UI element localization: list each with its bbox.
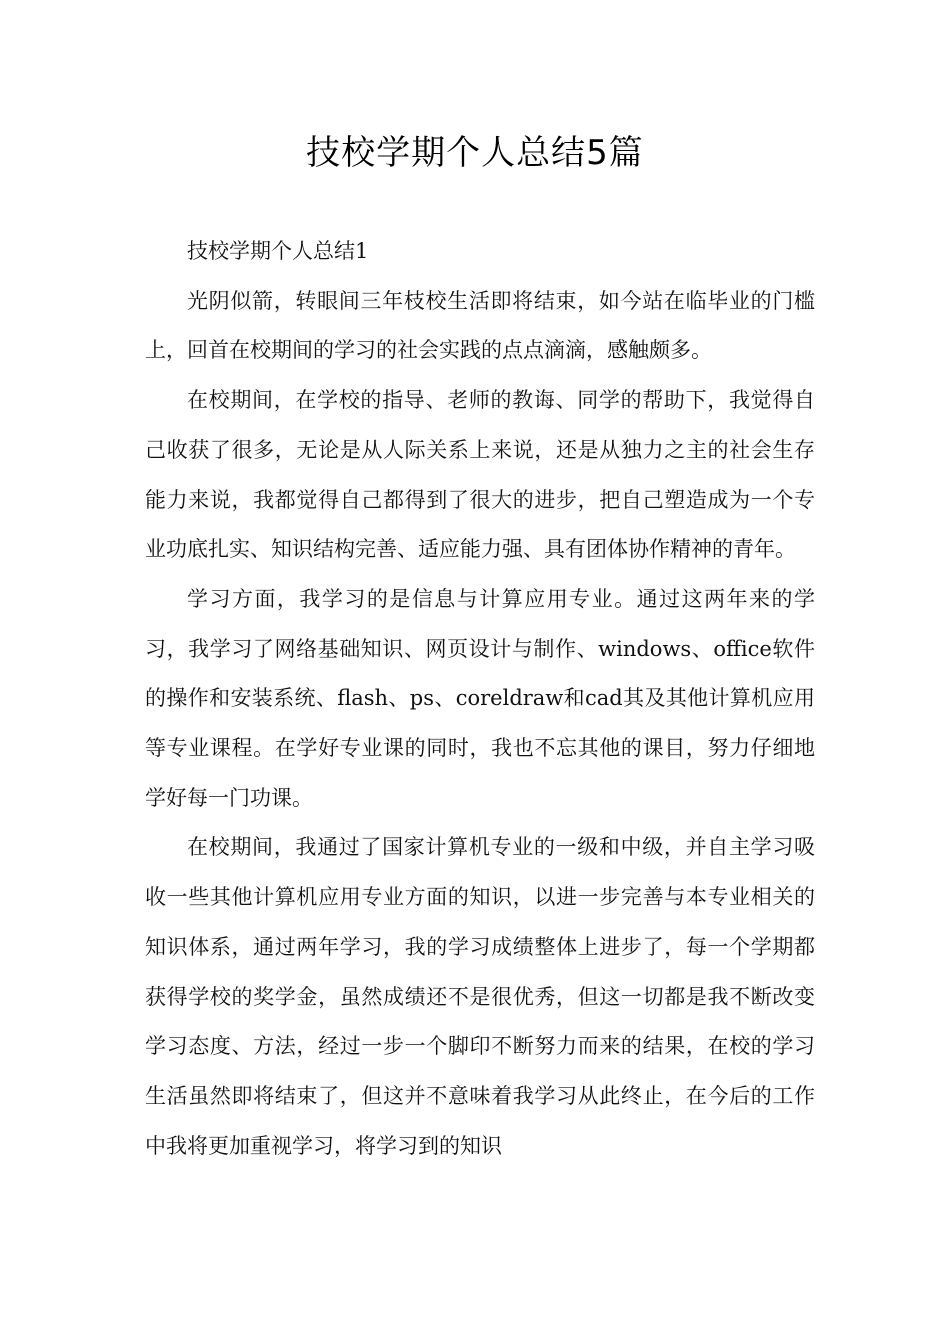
paragraph: 在校期间，在学校的指导、老师的教诲、同学的帮助下，我觉得自己收获了很多，无论是从人际关系上来说，还是从独力之主的社会生存能力来说，我都觉得自己都得到了很大的进步，把自己塑造成为一个专业功底扎实、知识结构完善、适应能力强、具有团体协作精神的青年。 (145, 388, 815, 562)
paragraph: 在校期间，我通过了国家计算机专业的一级和中级，并自主学习吸收一些其他计算机应用专业方面的知识，以进一步完善与本专业相关的知识体系，通过两年学习，我的学习成绩整体上进步了，每一个学期都获得学校的奖学金，虽然成绩还不是很优秀，但这一切都是我不断改变学习态度、方法，经过一步一个脚印不断努力而来的结果，在校的学习生活虽然即将结束了，但这并不意味着我学习从此终止，在今后的工作中我将更加重视学习，将学习到的知识 (145, 835, 815, 1158)
paragraph: 光阴似箭，转眼间三年枝校生活即将结束，如今站在临毕业的门槛上，回首在校期间的学习的社会实践的点点滴滴，感触颇多。 (145, 288, 815, 363)
document-body (145, 227, 815, 1171)
document-title: 技校学期个人总结5篇 (306, 133, 644, 173)
paragraph: 学习方面，我学习的是信息与计算应用专业。通过这两年来的学习，我学习了网络基础知识、网页设计与制作、windows、office软件的操作和安装系统、flash、ps、coreldraw和cad其及其他计算机应用等专业课程。在学好专业课的同时，我也不忘其他的课目，努力仔细地学好每一门功课。 (145, 586, 815, 810)
section-heading: 技校学期个人总结1 (187, 239, 369, 263)
